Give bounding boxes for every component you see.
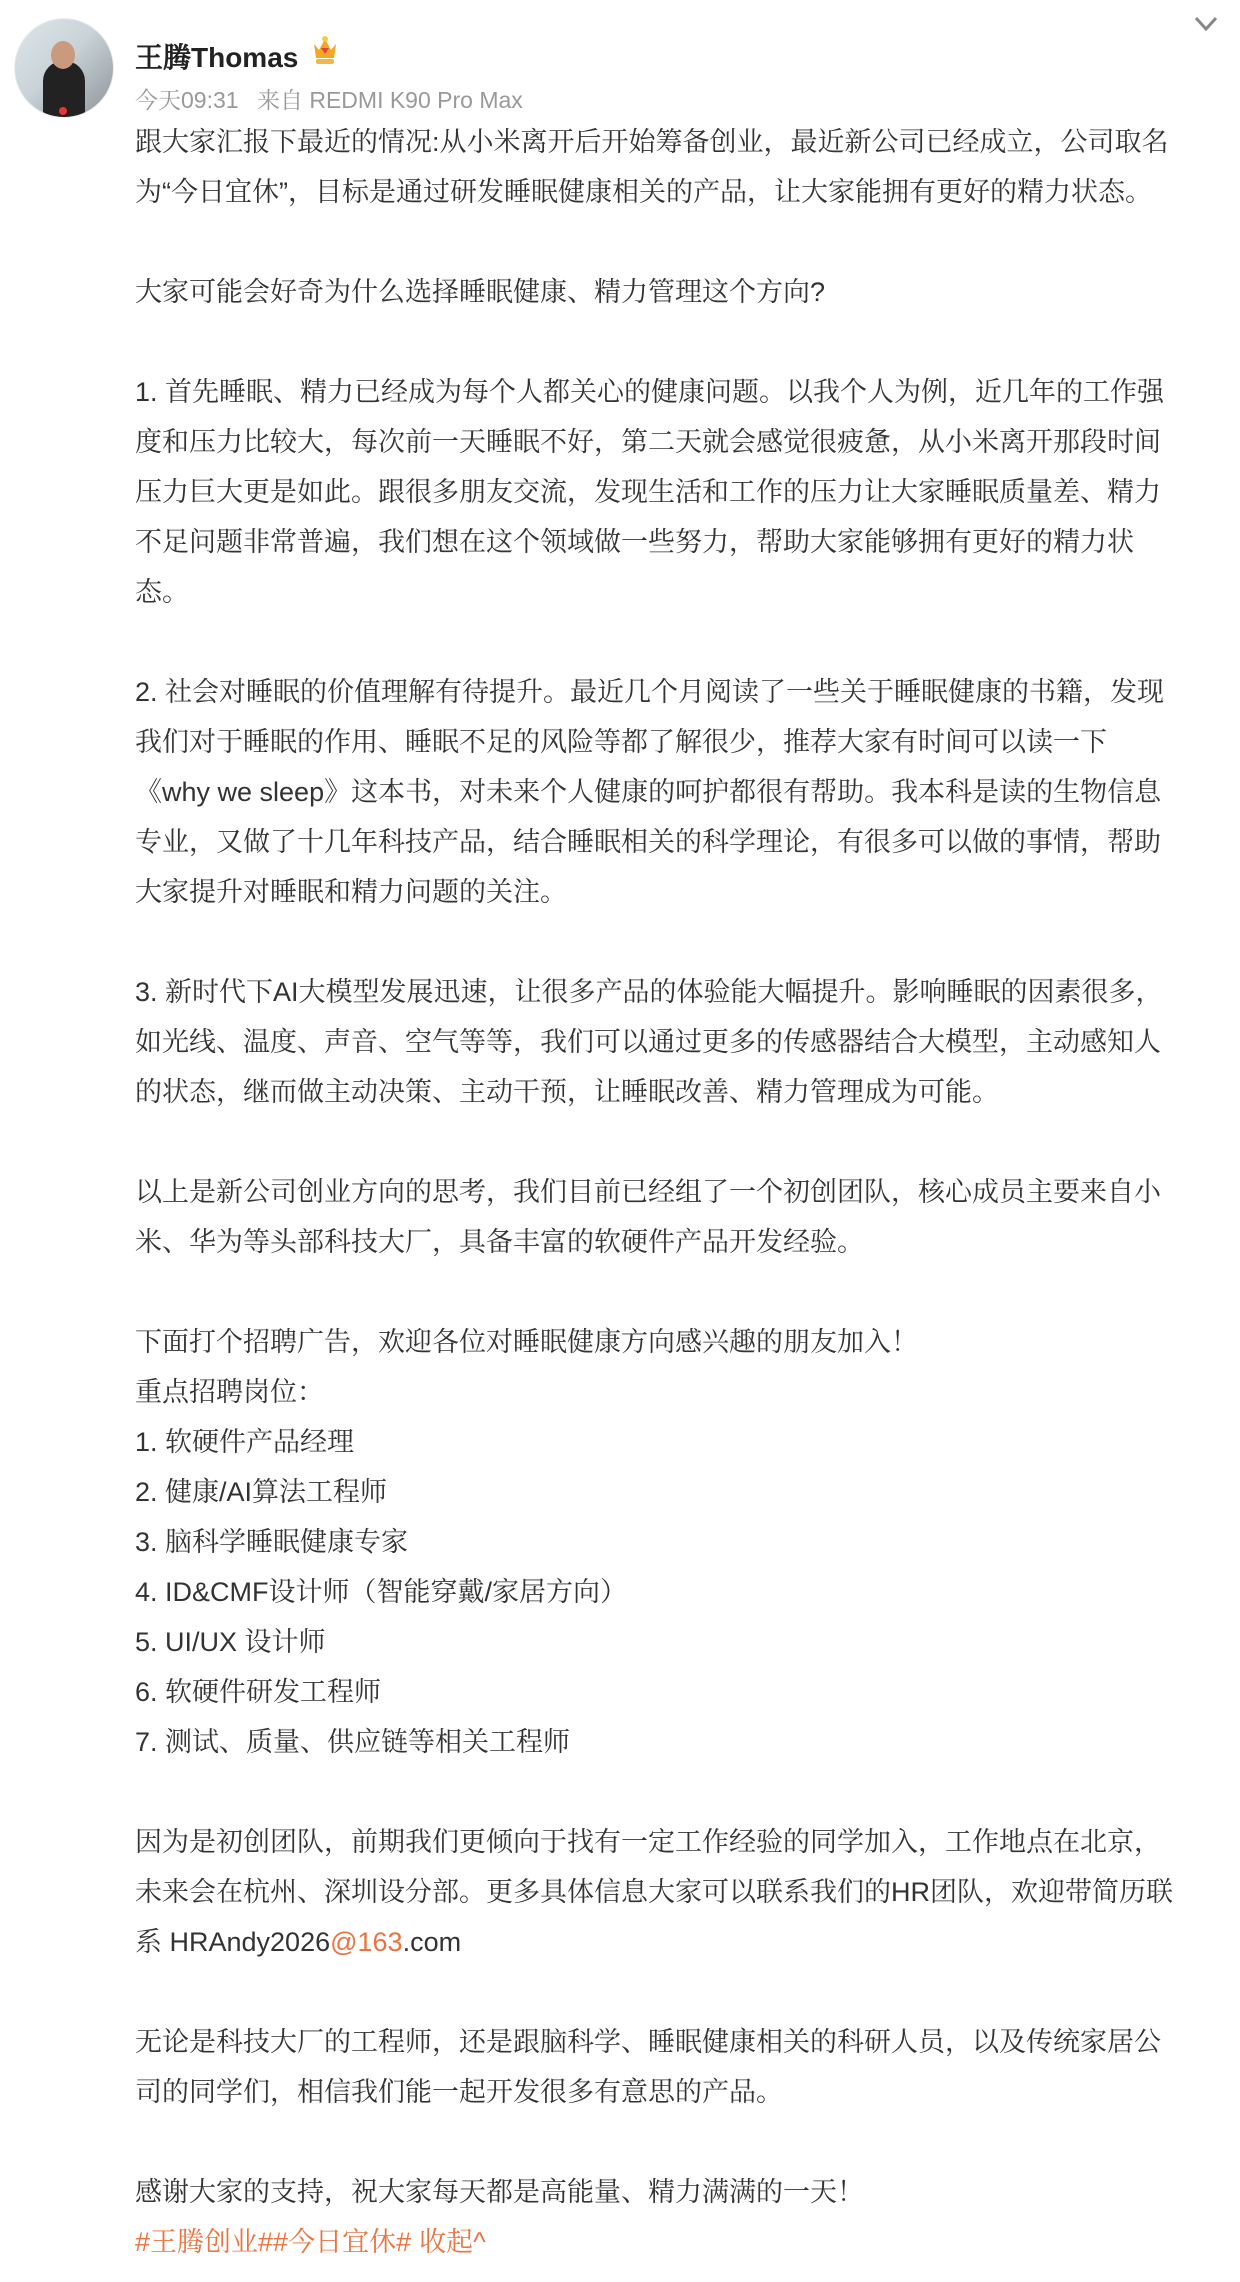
hashtag-link[interactable]: #今日宜休# [273,2227,412,2257]
collapse-button[interactable]: 收起^ [419,2227,486,2257]
post-text-line: 大家可能会好奇为什么选择睡眠健康、精力管理这个方向? [135,277,826,307]
email-link[interactable]: @163 [330,1927,403,1957]
post-text-line: 压力巨大更是如此。跟很多朋友交流，发现生活和工作的压力让大家睡眠质量差、精力 [135,477,1161,507]
post-text-line: 未来会在杭州、深圳设分部。更多具体信息大家可以联系我们的HR团队，欢迎带简历联 [135,1877,1173,1907]
post-text-line: 1. 首先睡眠、精力已经成为每个人都关心的健康问题。以我个人为例，近几年的工作强 [135,377,1165,407]
paragraph-spacer [135,1967,1225,2017]
post-time[interactable]: 今天09:31 [135,87,239,113]
paragraph-spacer [135,1267,1225,1317]
post-text-line: 的状态，继而做主动决策、主动干预，让睡眠改善、精力管理成为可能。 [135,1077,999,1107]
post-text-line: 度和压力比较大，每次前一天睡眠不好，第二天就会感觉很疲惫，从小米离开那段时间 [135,427,1161,457]
post-text-line: 如光线、温度、声音、空气等等，我们可以通过更多的传感器结合大模型，主动感知人 [135,1027,1161,1057]
post-text-line: 重点招聘岗位： [135,1377,324,1407]
post-text-line: 3. 脑科学睡眠健康专家 [135,1527,409,1557]
post-text-line: 感谢大家的支持，祝大家每天都是高能量、精力满满的一天！ [135,2177,864,2207]
post-meta [135,82,535,115]
post-text-line: 米、华为等头部科技大厂，具备丰富的软硬件产品开发经验。 [135,1227,864,1257]
email-line [135,1917,1225,1967]
post-text-line: 5. UI/UX 设计师 [135,1627,326,1657]
paragraph-spacer [135,917,1225,967]
tag-row [135,2217,1225,2267]
post-text-line: 《why we sleep》这本书，对未来个人健康的呵护都很有帮助。我本科是读的生物信息 [135,777,1162,807]
paragraph-spacer [135,2117,1225,2167]
author-name[interactable]: 王腾Thomas [135,42,299,73]
post-text-line: 3. 新时代下AI大模型发展迅速，让很多产品的体验能大幅提升。影响睡眠的因素很多， [135,977,1163,1007]
avatar-badge [59,107,67,115]
post-text-line: 我们对于睡眠的作用、睡眠不足的风险等都了解很少，推荐大家有时间可以读一下 [135,727,1107,757]
paragraph-spacer [135,617,1225,667]
post-text-line: 6. 软硬件研发工程师 [135,1677,382,1707]
post-text-line: 为“今日宜休”，目标是通过研发睡眠健康相关的产品，让大家能拥有更好的精力状态。 [135,177,1152,207]
post-text-line: 1. 软硬件产品经理 [135,1427,355,1457]
paragraph-spacer [135,1767,1225,1817]
chevron-down-icon[interactable] [1190,12,1222,36]
paragraph-spacer [135,217,1225,267]
post-text-line: 跟大家汇报下最近的情况:从小米离开后开始筹备创业，最近新公司已经成立，公司取名 [135,127,1169,157]
post-text-line: 无论是科技大厂的工程师，还是跟脑科学、睡眠健康相关的科研人员，以及传统家居公 [135,2027,1161,2057]
post-body [135,117,1225,2267]
post-text-line: 7. 测试、质量、供应链等相关工程师 [135,1727,571,1757]
post-text-line: 因为是初创团队，前期我们更倾向于找有一定工作经验的同学加入，工作地点在北京， [135,1827,1161,1857]
vip-crown-icon[interactable] [310,34,340,66]
author-avatar[interactable] [14,18,114,118]
post-text-line: 大家提升对睡眠和精力问题的关注。 [135,877,567,907]
post-text-line: 下面打个招聘广告，欢迎各位对睡眠健康方向感兴趣的朋友加入！ [135,1327,918,1357]
post-text-line: 不足问题非常普遍，我们想在这个领域做一些努力，帮助大家能够拥有更好的精力状 [135,527,1134,557]
post-text-line: 态。 [135,577,189,607]
post-text-line: 司的同学们，相信我们能一起开发很多有意思的产品。 [135,2077,783,2107]
email-text: 系 HRAndy2026 [135,1927,331,1957]
post-text-line: 以上是新公司创业方向的思考，我们目前已经组了一个初创团队，核心成员主要来自小 [135,1177,1161,1207]
post-text-line: 2. 社会对睡眠的价值理解有待提升。最近几个月阅读了一些关于睡眠健康的书籍，发现 [135,677,1165,707]
email-text: .com [402,1927,462,1957]
post-text-line: 4. ID&CMF设计师（智能穿戴/家居方向） [135,1577,628,1607]
hashtag-link[interactable]: #王腾创业# [135,2227,274,2257]
post-source: 来自 REDMI K90 Pro Max [256,87,523,113]
avatar-photo-head [51,41,75,69]
paragraph-spacer [135,1117,1225,1167]
post-text-line: 专业，又做了十几年科技产品，结合睡眠相关的科学理论，有很多可以做的事情，帮助 [135,827,1161,857]
post-text-line: 2. 健康/AI算法工程师 [135,1477,388,1507]
paragraph-spacer [135,317,1225,367]
